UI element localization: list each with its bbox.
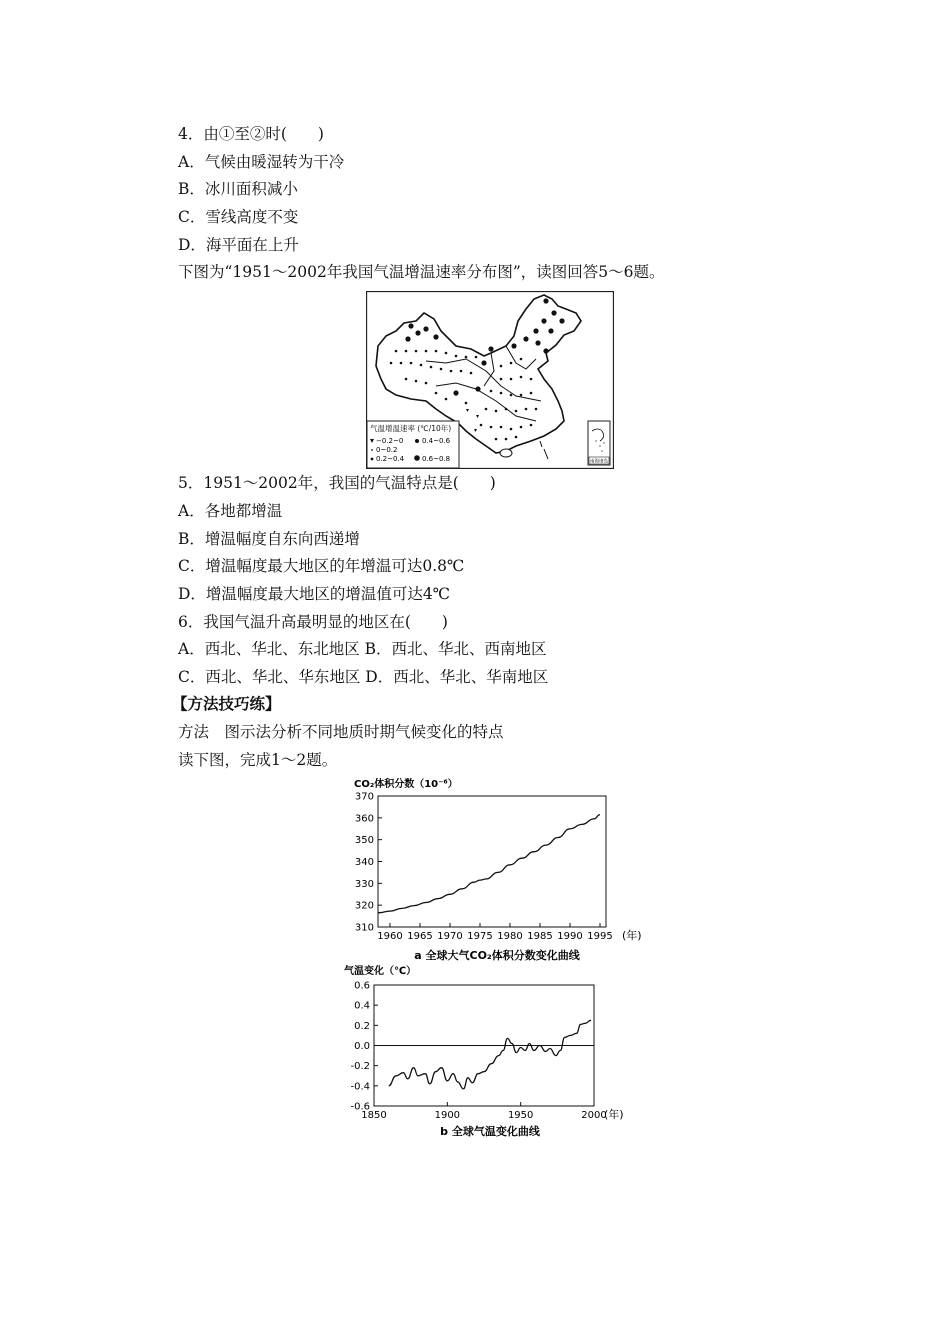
inset-label: 南海诸岛 bbox=[590, 459, 608, 465]
q4-option-b: B．冰川面积减小 bbox=[178, 180, 298, 198]
q5-option-a: A．各地都增温 bbox=[178, 502, 283, 520]
y-tick-label: 0.2 bbox=[354, 1020, 370, 1032]
legend-dot-icon bbox=[415, 439, 419, 443]
legend-item-2: 0~0.2 bbox=[376, 446, 398, 454]
q4-option-d: D．海平面在上升 bbox=[178, 236, 299, 254]
intro-5-6: 下图为“1951～2002年我国气温增温速率分布图”，读图回答5～6题。 bbox=[178, 263, 665, 281]
hainan-island bbox=[500, 449, 512, 457]
q4-stem: 4．由①至②时( ) bbox=[178, 125, 324, 143]
chart-a-xlabel: (年) bbox=[622, 929, 642, 942]
y-tick-label: 0.0 bbox=[354, 1041, 370, 1052]
x-tick-label: 1900 bbox=[434, 1110, 461, 1121]
warming-rate-map bbox=[366, 291, 614, 469]
plot-frame bbox=[378, 796, 606, 927]
x-tick-label: 1970 bbox=[437, 931, 463, 942]
q4-option-c: C．雪线高度不变 bbox=[178, 208, 299, 226]
x-tick-label: 1965 bbox=[407, 931, 433, 942]
y-tick-label: -0.2 bbox=[350, 1061, 370, 1073]
y-tick-label: 340 bbox=[354, 857, 374, 868]
map-legend-title: 气温增温速率 (℃/10年) bbox=[370, 424, 452, 433]
y-tick-label: 310 bbox=[354, 922, 374, 934]
chart-b-ylabel: 气温变化（℃） bbox=[344, 966, 417, 977]
legend-dot-icon bbox=[371, 458, 374, 461]
y-tick-label: -0.4 bbox=[350, 1081, 370, 1093]
legend-dot-icon bbox=[414, 455, 420, 461]
q6-options-cd: C．西北、华北、华东地区 D．西北、华北、华南地区 bbox=[178, 668, 549, 686]
chart-a-ylabel: CO₂体积分数（10⁻⁶） bbox=[354, 779, 458, 790]
y-tick-label: 330 bbox=[354, 878, 374, 890]
y-tick-label: -0.6 bbox=[350, 1101, 370, 1113]
q5-option-b: B．增温幅度自东向西递增 bbox=[178, 530, 360, 548]
y-tick-label: 320 bbox=[354, 900, 374, 912]
q5-option-d: D．增温幅度最大地区的增温值可达4℃ bbox=[178, 585, 451, 603]
chart-b-xlabel: (年) bbox=[604, 1108, 624, 1121]
q6-stem: 6．我国气温升高最明显的地区在( ) bbox=[178, 613, 448, 631]
y-tick-label: 0.6 bbox=[354, 980, 370, 992]
x-tick-label: 1975 bbox=[467, 931, 493, 942]
x-tick-label: 1980 bbox=[497, 931, 523, 942]
section-title: 【方法技巧练】 bbox=[172, 694, 281, 713]
series-line bbox=[378, 815, 600, 913]
x-tick-label: 1850 bbox=[361, 1110, 387, 1121]
x-tick-label: 1960 bbox=[377, 931, 403, 942]
temperature-chart bbox=[330, 963, 650, 1143]
legend-dot-icon bbox=[371, 449, 373, 451]
x-tick-label: 1985 bbox=[527, 931, 553, 942]
chart-a-title: a 全球大气CO₂体积分数变化曲线 bbox=[414, 949, 580, 962]
y-tick-label: 360 bbox=[354, 813, 374, 825]
legend-item-4: 0.4~0.6 bbox=[422, 437, 451, 445]
legend-item-1: −0.2~0 bbox=[376, 437, 404, 445]
x-tick-label: 1990 bbox=[557, 931, 583, 942]
x-tick-label: 1995 bbox=[587, 931, 613, 942]
method-heading: 方法 图示法分析不同地质时期气候变化的特点 bbox=[178, 723, 504, 741]
q5-option-c: C．增温幅度最大地区的年增温可达0.8℃ bbox=[178, 557, 465, 575]
y-tick-label: 0.4 bbox=[354, 1000, 370, 1012]
x-tick-label: 1950 bbox=[507, 1110, 534, 1121]
legend-item-3: 0.2~0.4 bbox=[376, 455, 405, 463]
legend-item-5: 0.6~0.8 bbox=[422, 455, 451, 463]
y-tick-label: 370 bbox=[354, 791, 374, 803]
intro-1-2: 读下图，完成1～2题。 bbox=[178, 751, 338, 769]
q4-option-a: A．气候由暖湿转为干冷 bbox=[178, 153, 345, 171]
x-tick-label: 2000 bbox=[581, 1110, 607, 1121]
q6-options-ab: A．西北、华北、东北地区 B．西北、华北、西南地区 bbox=[178, 640, 547, 658]
series-line bbox=[389, 1020, 591, 1089]
q5-stem: 5．1951～2002年，我国的气温特点是( ) bbox=[178, 474, 496, 492]
y-tick-label: 350 bbox=[354, 835, 374, 847]
co2-chart bbox=[330, 776, 650, 966]
chart-b-title: b 全球气温变化曲线 bbox=[440, 1125, 540, 1138]
